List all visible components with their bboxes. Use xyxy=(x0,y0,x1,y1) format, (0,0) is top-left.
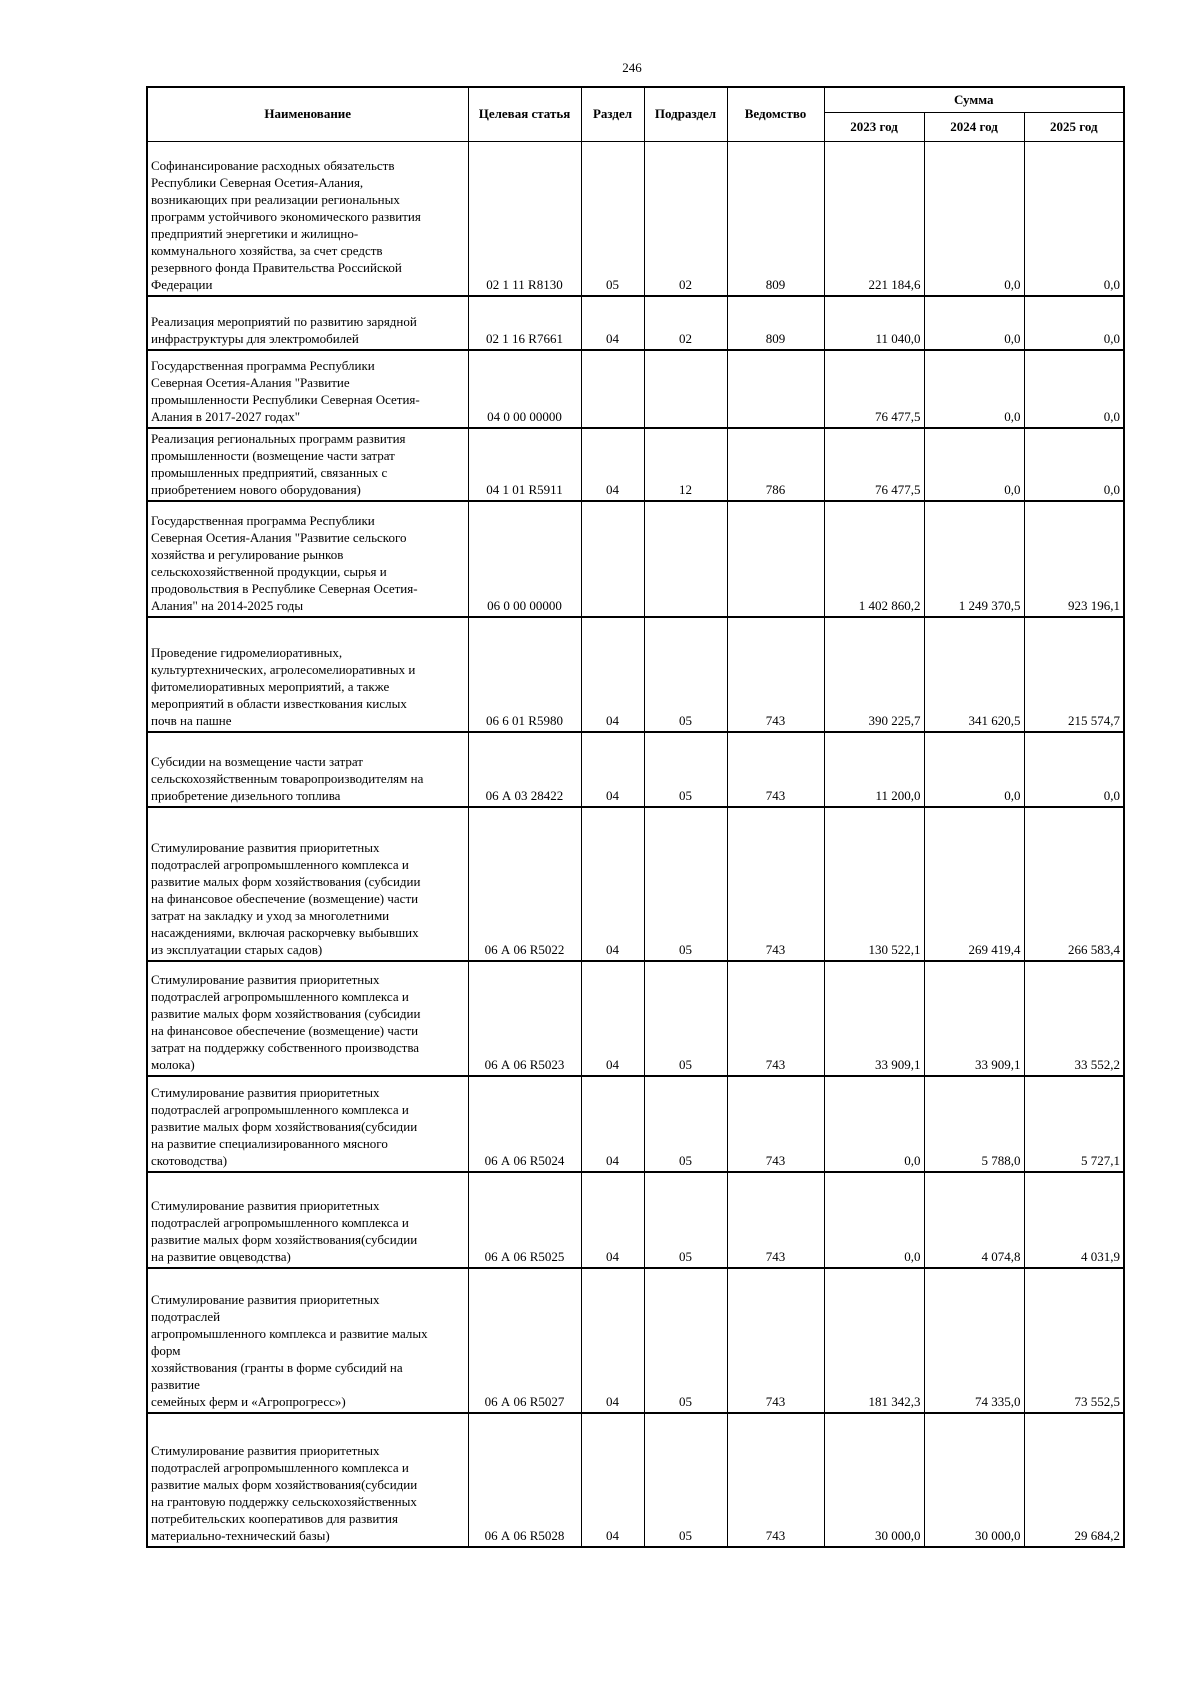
cell-sub: 05 xyxy=(644,1076,727,1172)
cell-sub: 05 xyxy=(644,1268,727,1413)
cell-sub: 05 xyxy=(644,1172,727,1268)
cell-code: 02 1 11 R8130 xyxy=(468,142,581,296)
cell-y2023: 1 402 860,2 xyxy=(824,501,924,617)
cell-y2025: 266 583,4 xyxy=(1024,807,1124,961)
table-row xyxy=(147,501,1124,617)
cell-name: Государственная программа Республики Северная Осетия-Алания "Развитие сельского хозяйства и регулирование рынков сельскохозяйственной продукции, сырья и продовольствия в Республике Северная Осетия- Алания" на 2014-2025 годы xyxy=(147,501,468,617)
cell-name: Реализация региональных программ развития промышленности (возмещение части затрат промышленных предприятий, связанных с приобретением нового оборудования) xyxy=(147,428,468,501)
cell-y2024: 0,0 xyxy=(924,142,1024,296)
cell-sec: 04 xyxy=(581,617,644,732)
cell-y2024: 0,0 xyxy=(924,428,1024,501)
cell-name: Софинансирование расходных обязательств Республики Северная Осетия-Алания, возникающих при реализации региональных программ устойчивого экономического развития предприятий энергетики и жилищно- коммунального хозяйства, за счет средств резервного фонда Правительства Российской Федерации xyxy=(147,142,468,296)
cell-y2025: 73 552,5 xyxy=(1024,1268,1124,1413)
cell-y2024: 0,0 xyxy=(924,350,1024,428)
cell-y2025: 0,0 xyxy=(1024,142,1124,296)
cell-y2024: 269 419,4 xyxy=(924,807,1024,961)
cell-dep: 743 xyxy=(727,1413,824,1547)
cell-y2024: 4 074,8 xyxy=(924,1172,1024,1268)
cell-name: Субсидии на возмещение части затрат сельскохозяйственным товаропроизводителям на приобретение дизельного топлива xyxy=(147,732,468,807)
cell-y2024: 5 788,0 xyxy=(924,1076,1024,1172)
table-row xyxy=(147,807,1124,961)
cell-y2025: 5 727,1 xyxy=(1024,1076,1124,1172)
cell-code: 06 А 06 R5027 xyxy=(468,1268,581,1413)
table-row xyxy=(147,732,1124,807)
cell-sub: 05 xyxy=(644,1413,727,1547)
cell-name: Стимулирование развития приоритетных подотраслей агропромышленного комплекса и развитие малых форм хозяйствования(субсидии на грантовую поддержку сельскохозяйственных потребительских кооперативов для развития материально-технический базы) xyxy=(147,1413,468,1547)
cell-y2024: 30 000,0 xyxy=(924,1413,1024,1547)
cell-code: 06 А 06 R5022 xyxy=(468,807,581,961)
cell-sec: 04 xyxy=(581,428,644,501)
cell-y2025: 0,0 xyxy=(1024,350,1124,428)
cell-code: 06 А 06 R5024 xyxy=(468,1076,581,1172)
cell-code: 04 0 00 00000 xyxy=(468,350,581,428)
page-number: 246 xyxy=(622,60,642,75)
header-department: Ведомство xyxy=(727,87,824,142)
cell-y2025: 923 196,1 xyxy=(1024,501,1124,617)
header-name: Наименование xyxy=(147,87,468,142)
cell-y2023: 76 477,5 xyxy=(824,350,924,428)
cell-y2023: 181 342,3 xyxy=(824,1268,924,1413)
cell-name: Стимулирование развития приоритетных подотраслей агропромышленного комплекса и развитие малых форм хозяйствования (субсидии на финансовое обеспечение (возмещение) части затрат на поддержку собственного производства молока) xyxy=(147,961,468,1076)
cell-dep: 743 xyxy=(727,1268,824,1413)
table-row xyxy=(147,142,1124,296)
table-row xyxy=(147,1172,1124,1268)
cell-sub: 05 xyxy=(644,732,727,807)
cell-sec xyxy=(581,501,644,617)
header-subsection: Подраздел xyxy=(644,87,727,142)
cell-y2025: 0,0 xyxy=(1024,428,1124,501)
cell-code: 04 1 01 R5911 xyxy=(468,428,581,501)
table-row xyxy=(147,617,1124,732)
cell-code: 06 А 06 R5025 xyxy=(468,1172,581,1268)
table-row xyxy=(147,961,1124,1076)
table-row xyxy=(147,350,1124,428)
cell-code: 02 1 16 R7661 xyxy=(468,296,581,350)
cell-y2023: 76 477,5 xyxy=(824,428,924,501)
cell-y2025: 33 552,2 xyxy=(1024,961,1124,1076)
cell-sec: 04 xyxy=(581,1413,644,1547)
cell-code: 06 А 06 R5023 xyxy=(468,961,581,1076)
cell-code: 06 6 01 R5980 xyxy=(468,617,581,732)
cell-sub xyxy=(644,350,727,428)
cell-name: Стимулирование развития приоритетных подотраслей агропромышленного комплекса и развитие малых форм хозяйствования(субсидии на развитие специализированного мясного скотоводства) xyxy=(147,1076,468,1172)
cell-sec: 04 xyxy=(581,807,644,961)
cell-y2023: 11 200,0 xyxy=(824,732,924,807)
cell-sec: 04 xyxy=(581,1076,644,1172)
cell-dep: 809 xyxy=(727,296,824,350)
cell-y2024: 1 249 370,5 xyxy=(924,501,1024,617)
header-2024: 2024 год xyxy=(924,113,1024,142)
cell-sec: 04 xyxy=(581,961,644,1076)
table-row xyxy=(147,296,1124,350)
cell-code: 06 А 03 28422 xyxy=(468,732,581,807)
cell-y2025: 29 684,2 xyxy=(1024,1413,1124,1547)
cell-y2024: 0,0 xyxy=(924,732,1024,807)
table-row xyxy=(147,1413,1124,1547)
cell-y2023: 130 522,1 xyxy=(824,807,924,961)
cell-y2023: 33 909,1 xyxy=(824,961,924,1076)
header-target: Целевая статья xyxy=(468,87,581,142)
cell-dep: 743 xyxy=(727,807,824,961)
cell-dep: 743 xyxy=(727,617,824,732)
header-2023: 2023 год xyxy=(824,113,924,142)
cell-dep: 743 xyxy=(727,732,824,807)
cell-dep: 809 xyxy=(727,142,824,296)
budget-table xyxy=(146,86,1125,1548)
cell-y2025: 215 574,7 xyxy=(1024,617,1124,732)
cell-y2023: 11 040,0 xyxy=(824,296,924,350)
cell-name: Стимулирование развития приоритетных подотраслей агропромышленного комплекса и развитие малых форм хозяйствования(субсидии на развитие овцеводства) xyxy=(147,1172,468,1268)
header-section: Раздел xyxy=(581,87,644,142)
cell-y2024: 341 620,5 xyxy=(924,617,1024,732)
cell-dep: 743 xyxy=(727,1172,824,1268)
cell-y2023: 0,0 xyxy=(824,1076,924,1172)
cell-y2025: 0,0 xyxy=(1024,732,1124,807)
cell-sec: 04 xyxy=(581,1172,644,1268)
cell-y2023: 390 225,7 xyxy=(824,617,924,732)
cell-y2025: 0,0 xyxy=(1024,296,1124,350)
table-row xyxy=(147,1268,1124,1413)
cell-dep: 743 xyxy=(727,1076,824,1172)
cell-y2024: 33 909,1 xyxy=(924,961,1024,1076)
cell-name: Стимулирование развития приоритетных подотраслей агропромышленного комплекса и развитие малых форм хозяйствования (субсидии на финансовое обеспечение (возмещение) части затрат на закладку и уход за многолетними насаждениями, включая раскорчевку выбывших из эксплуатации старых садов) xyxy=(147,807,468,961)
cell-sub: 02 xyxy=(644,142,727,296)
cell-name: Проведение гидромелиоративных, культуртехнических, агролесомелиоративных и фитомелиоративных мероприятий, а также мероприятий в области известкования кислых почв на пашне xyxy=(147,617,468,732)
table-row xyxy=(147,1076,1124,1172)
cell-sec: 04 xyxy=(581,732,644,807)
cell-dep: 786 xyxy=(727,428,824,501)
cell-y2023: 221 184,6 xyxy=(824,142,924,296)
cell-sub: 12 xyxy=(644,428,727,501)
cell-dep: 743 xyxy=(727,961,824,1076)
table-row xyxy=(147,428,1124,501)
cell-y2024: 0,0 xyxy=(924,296,1024,350)
cell-sec: 05 xyxy=(581,142,644,296)
cell-y2025: 4 031,9 xyxy=(1024,1172,1124,1268)
cell-code: 06 0 00 00000 xyxy=(468,501,581,617)
cell-sub: 05 xyxy=(644,961,727,1076)
cell-dep xyxy=(727,501,824,617)
cell-sub: 05 xyxy=(644,617,727,732)
cell-sub xyxy=(644,501,727,617)
cell-sec: 04 xyxy=(581,1268,644,1413)
cell-name: Стимулирование развития приоритетных подотраслей агропромышленного комплекса и развитие малых форм хозяйствования (гранты в форме субсидий на развитие семейных ферм и «Агропрогресс») xyxy=(147,1268,468,1413)
cell-name: Реализация мероприятий по развитию зарядной инфраструктуры для электромобилей xyxy=(147,296,468,350)
cell-sec: 04 xyxy=(581,296,644,350)
cell-code: 06 А 06 R5028 xyxy=(468,1413,581,1547)
cell-sub: 05 xyxy=(644,807,727,961)
header-2025: 2025 год xyxy=(1024,113,1124,142)
cell-sec xyxy=(581,350,644,428)
cell-sub: 02 xyxy=(644,296,727,350)
cell-dep xyxy=(727,350,824,428)
cell-name: Государственная программа Республики Северная Осетия-Алания "Развитие промышленности Республики Северная Осетия- Алания в 2017-2027 годах" xyxy=(147,350,468,428)
cell-y2024: 74 335,0 xyxy=(924,1268,1024,1413)
cell-y2023: 30 000,0 xyxy=(824,1413,924,1547)
header-sum: Сумма xyxy=(824,87,1124,113)
cell-y2023: 0,0 xyxy=(824,1172,924,1268)
